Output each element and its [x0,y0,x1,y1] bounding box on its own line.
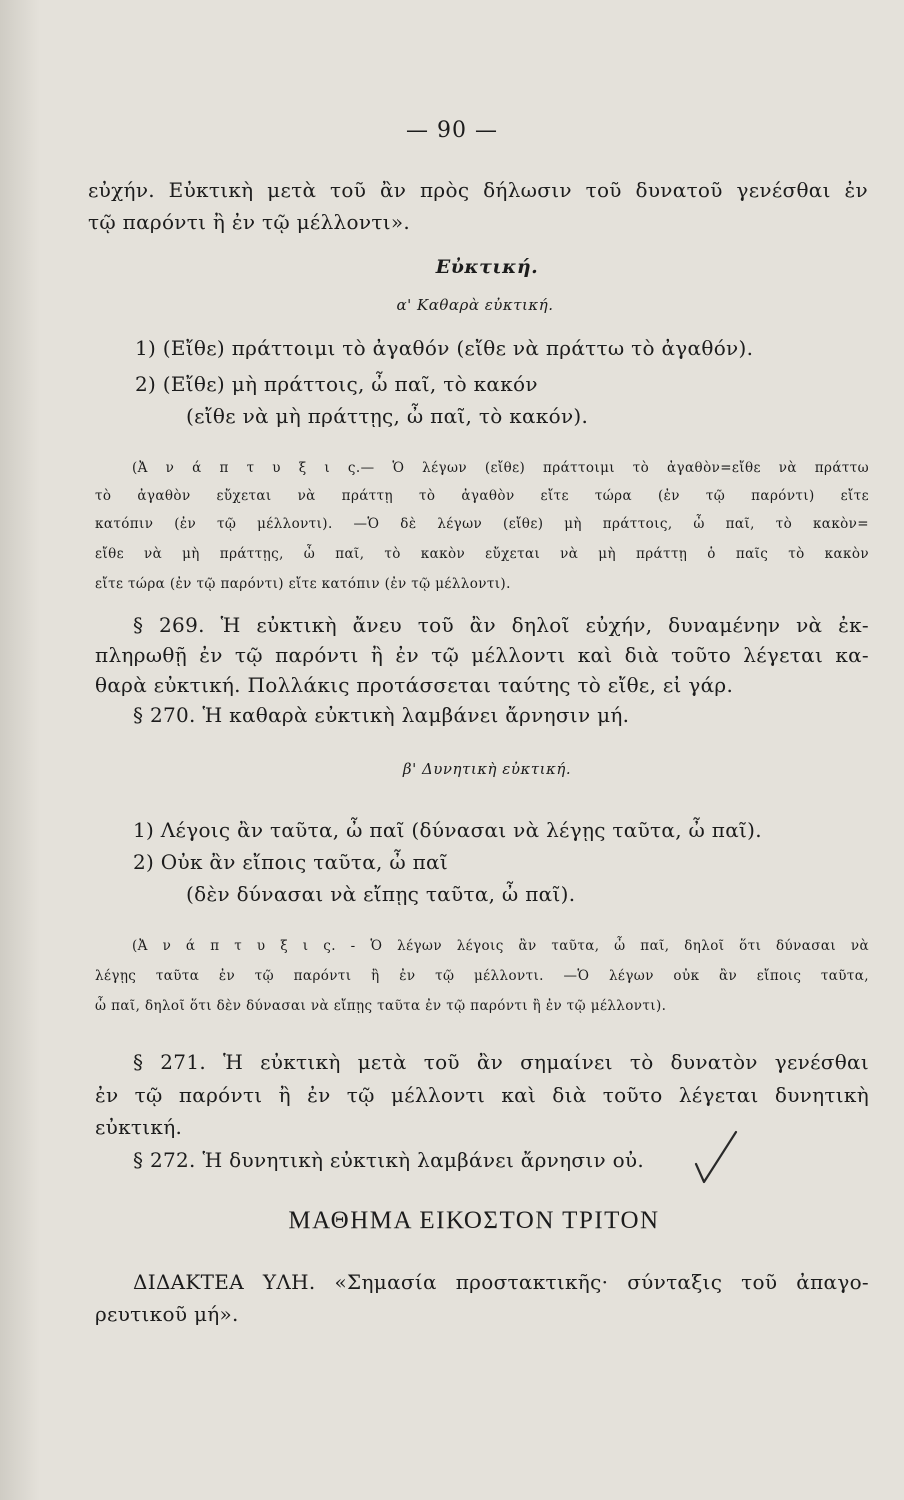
paragraph-line: πληρωθῇ ἐν τῷ παρόντι ἢ ἐν τῷ μέλλοντι καὶ διὰ τοῦτο λέγεται κα- [95,643,869,667]
text-line: τῷ παρόντι ἢ ἐν τῷ μέλλοντι». [88,210,411,234]
subsection-heading: α' Καθαρὰ εὐκτική. [396,296,554,314]
explanation-line: τὸ ἀγαθὸν εὔχεται νὰ πράττῃ τὸ ἀγαθὸν εἴτε τώρα (ἐν τῷ παρόντι) εἴτε [95,488,869,504]
explanation-line: εἴθε νὰ μὴ πράττῃς, ὦ παῖ, τὸ κακὸν εὔχεται νὰ μὴ πράττῃ ὁ παῖς τὸ κακὸν [95,546,869,562]
explanation-line: ὦ παῖ, δηλοῖ ὅτι δὲν δύνασαι νὰ εἴπῃς ταῦτα ἐν τῷ παρόντι ἢ ἐν τῷ μέλλοντι). [95,998,667,1014]
page-number: — 90 — [406,118,498,143]
example-line: (εἴθε νὰ μὴ πράττῃς, ὦ παῖ, τὸ κακόν). [186,404,589,428]
paragraph-line: § 271. Ἡ εὐκτικὴ μετὰ τοῦ ἂν σημαίνει τὸ δυνατὸν γενέσθαι [133,1050,869,1074]
lesson-title: ΜΑΘΗΜΑ ΕΙΚΟΣΤΟΝ ΤΡΙΤΟΝ [288,1207,660,1234]
paragraph-line: εὐκτική. [95,1115,183,1139]
text-line: εὐχήν. Εὐκτικὴ μετὰ τοῦ ἂν πρὸς δήλωσιν τοῦ δυνατοῦ γενέσθαι ἐν [88,178,868,202]
example-line: 1) (Εἴθε) πράττοιμι τὸ ἀγαθόν (εἴθε νὰ πράττω τὸ ἀγαθόν). [135,336,754,360]
handwritten-check-mark-icon [692,1128,742,1188]
section-heading: Εὐκτική. [435,256,539,278]
example-line: (δὲν δύνασαι νὰ εἴπῃς ταῦτα, ὦ παῖ). [186,882,576,906]
subsection-heading: β' Δυνητικὴ εὐκτική. [402,760,572,778]
paragraph-line: ΔΙΔΑΚΤΕΑ ΥΛΗ. «Σημασία προστακτικῆς· σύνταξις τοῦ ἀπαγο- [133,1270,869,1294]
paragraph-line: § 272. Ἡ δυνητικὴ εὐκτικὴ λαμβάνει ἄρνησιν οὐ. [133,1148,645,1172]
paragraph-line: θαρὰ εὐκτική. Πολλάκις προτάσσεται ταύτης τὸ εἴθε, εἰ γάρ. [95,673,734,697]
explanation-line: λέγῃς ταῦτα ἐν τῷ παρόντι ἢ ἐν τῷ μέλλοντι. —Ὁ λέγων οὐκ ἂν εἴποις ταῦτα, [95,968,869,984]
paragraph-line: § 270. Ἡ καθαρὰ εὐκτικὴ λαμβάνει ἄρνησιν μή. [133,703,630,727]
explanation-line: κατόπιν (ἐν τῷ μέλλοντι). —Ὁ δὲ λέγων (εἴθε) μὴ πράττοις, ὦ παῖ, τὸ κακὸν= [95,516,869,532]
page-binding-shadow [0,0,40,1500]
paragraph-line: ἐν τῷ παρόντι ἢ ἐν τῷ μέλλοντι καὶ διὰ τοῦτο λέγεται δυνητικὴ [95,1083,869,1107]
example-line: 1) Λέγοις ἂν ταῦτα, ὦ παῖ (δύνασαι νὰ λέγῃς ταῦτα, ὦ παῖ). [133,818,762,842]
explanation-line: (Ἀ ν ά π τ υ ξ ι ς. - Ὁ λέγων λέγοις ἂν ταῦτα, ὦ παῖ, δηλοῖ ὅτι δύνασαι νὰ [132,938,869,954]
example-line: 2) (Εἴθε) μὴ πράττοις, ὦ παῖ, τὸ κακόν [135,372,538,396]
paragraph-line: § 269. Ἡ εὐκτικὴ ἄνευ τοῦ ἂν δηλοῖ εὐχήν, δυναμένην νὰ ἐκ- [133,613,869,637]
explanation-line: εἴτε τώρα (ἐν τῷ παρόντι) εἴτε κατόπιν (ἐν τῷ μέλλοντι). [95,576,511,592]
explanation-line: (Ἀ ν ά π τ υ ξ ι ς.— Ὁ λέγων (εἴθε) πράττοιμι τὸ ἀγαθὸν=εἴθε νὰ πράττω [132,460,869,476]
paragraph-line: ρευτικοῦ μή». [95,1302,239,1326]
example-line: 2) Οὐκ ἂν εἴποις ταῦτα, ὦ παῖ [133,850,448,874]
